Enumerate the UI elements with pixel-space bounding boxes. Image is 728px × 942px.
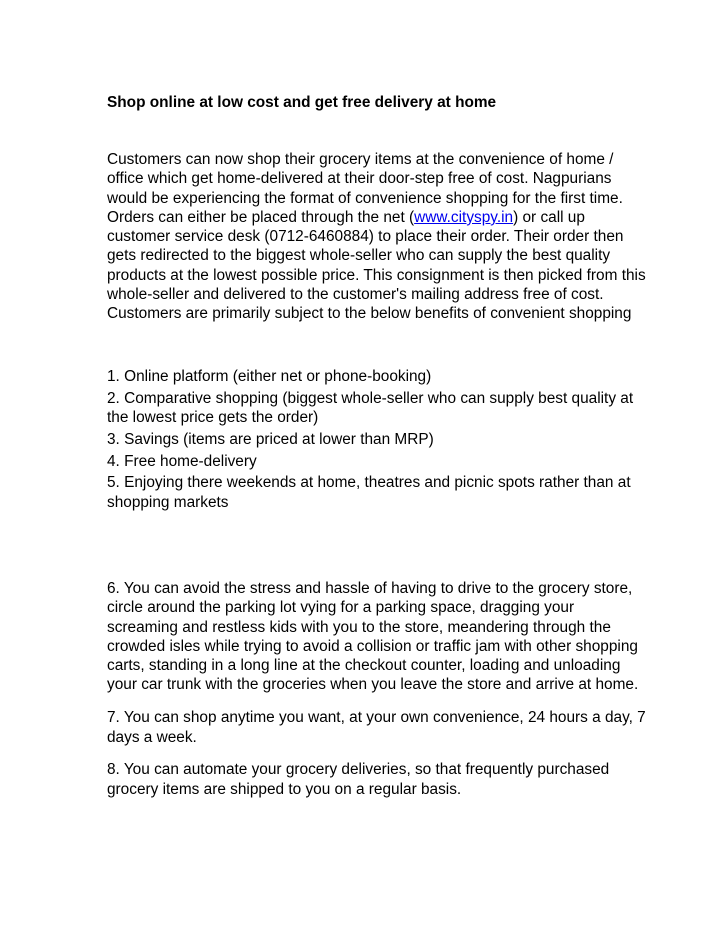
benefit-item: 7. You can shop anytime you want, at your own convenience, 24 hours a day, 7 days a week. bbox=[107, 709, 646, 746]
benefit-item: 8. You can automate your grocery deliveries, so that frequently purchased grocery items are shipped to you on a regular basis. bbox=[107, 761, 610, 798]
benefit-item: 6. You can avoid the stress and hassle of having to drive to the grocery store, circle around the parking lot vying for a parking space, dragging your screaming and restless kids with you to the store, meandering through the crowded isles while trying to avoid a collision or traffic jam with other shopping carts, standing in a long line at the checkout counter, loading and unloading your car trunk with the groceries when you leave the store and arrive at home. bbox=[107, 580, 639, 694]
benefit-item: 2. Comparative shopping (biggest whole-seller who can supply best quality at the lowest price gets the order) bbox=[107, 389, 634, 427]
benefit-item: 1. Online platform (either net or phone-booking) bbox=[107, 368, 432, 385]
more-benefits-list bbox=[107, 579, 647, 812]
intro-text-before-link: Customers can now shop their grocery items at the convenience of home / office which get home-delivered at their door-step free of cost. Nagpurians would be experiencing the format of convenience shopping for the first time. Orders can either be placed through the net ( bbox=[107, 151, 623, 226]
benefits-list bbox=[107, 367, 647, 515]
document-title: Shop online at low cost and get free delivery at home bbox=[107, 94, 497, 111]
benefit-item: 4. Free home-delivery bbox=[107, 452, 257, 470]
benefit-item: 5. Enjoying there weekends at home, theatres and picnic spots rather than at shopping markets bbox=[107, 474, 631, 511]
intro-paragraph bbox=[107, 150, 647, 324]
cityspy-link[interactable]: www.cityspy.in bbox=[414, 208, 514, 226]
intro-text-after-link: ) or call up customer service desk (0712-6460884) to place their order. Their order then gets redirected to the biggest whole-seller who can supply the best quality products at the lowest possible price. This consignment is then picked from this whole-seller and delivered to the customer's mailing address free of cost. Customers are primarily subject to the below benefits of convenient shopping bbox=[107, 208, 646, 323]
benefit-item: 3. Savings (items are priced at lower than MRP) bbox=[107, 430, 434, 448]
